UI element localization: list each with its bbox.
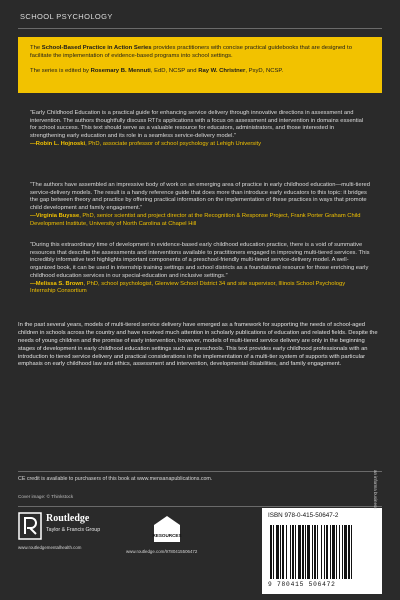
barcode-bar [307, 525, 310, 579]
top-divider [18, 28, 382, 29]
publisher-url: www.routledgementalhealth.com [18, 545, 82, 550]
subject-label: SCHOOL PSYCHOLOGY [20, 12, 113, 21]
series-title: School-Based Practice in Action Series [41, 45, 152, 51]
barcode-bar [344, 525, 347, 579]
resources-badge-icon [150, 512, 184, 546]
barcode-bar [270, 525, 272, 579]
barcode-icon [268, 525, 376, 579]
barcode-bar [314, 525, 316, 579]
barcode-bar [312, 525, 313, 579]
barcode-bar [339, 525, 340, 579]
editor-1: Rosemary B. Mennuti [90, 67, 151, 74]
endorsement-2 [30, 182, 370, 228]
barcode-bar [336, 525, 337, 579]
isbn-text: ISBN 978-0-415-50647-2 [268, 512, 339, 519]
barcode-bar [286, 525, 287, 579]
series-info-box [18, 37, 382, 93]
barcode-bar [280, 525, 281, 579]
barcode-bar [330, 525, 331, 579]
series-description: The School-Based Practice in Action Series provides practitioners with concise practical guidebooks that are designed to facilitate the implementation of evidence-based programs into school settings. [30, 45, 352, 59]
ce-credit-note: CE credit is available to purchasers of this book at www.mensanapublications.com. [18, 476, 213, 482]
book-description: In the past several years, models of multi-tiered service delivery have emerged as a framework for supporting the needs of school-aged children in schools across the country and have received much attention in scholarly publications of education and related fields. Despite the needs of young children and the promise of early intervention, however, models of multi-tiered service delivery are only in the beginning stages of development in early childhood education settings such as preschools. This text provides early childhood professionals with an introduction to tiered service delivery and practical considerations in the implementation of a multi-tier system of supports with particular emphasis on early childhood law and ethics, assessment and intervention, developmental disabilities, and family engagement. [18, 322, 378, 368]
barcode-number: 9 780415 506472 [268, 581, 336, 588]
barcode-bar [298, 525, 301, 579]
barcode-bar [324, 525, 325, 579]
barcode-bar [351, 525, 352, 579]
barcode-bar [317, 525, 318, 579]
publisher-name: Routledge [46, 513, 90, 524]
resources-badge-text: RESOURCES [152, 533, 182, 538]
series-text: provides practitioners with concise practical guidebooks that are designed to facilitate the implementation of evidence-based programs into school settings. [30, 45, 352, 59]
barcode-bar [276, 525, 279, 579]
barcode-bar [290, 525, 291, 579]
cover-image-credit: Cover image: © Thinkstock [18, 494, 74, 499]
barcode-bar [282, 525, 284, 579]
endorsement-attribution: —Robin L. Hojnoski, PhD, associate professor of school psychology at Lehigh University [30, 140, 262, 147]
bottom-divider [18, 506, 382, 507]
barcode-bar [332, 525, 335, 579]
endorsement-quote: “Early Childhood Education is a practical guide for enhancing service delivery through innovative directions in assessment and intervention. The authors thoughtfully discuss RTI’s applications with a focus on assessment and intervention in domains essential for school success. This text should serve as a valuable resource for educators, administrators, and those interested in strengthening early education and its role in a seamless service-delivery model.” [30, 110, 364, 140]
series-editors: The series is edited by Rosemary B. Mennuti, EdD, NCSP and Ray W. Christner, PsyD, NCSP. [30, 67, 284, 74]
barcode-bar [326, 525, 328, 579]
endorsement-quote: “The authors have assembled an impressive body of work on an emerging area of practice in early childhood education—multi-tiered service-delivery models. The result is a handy reference guide that does more than introduce early educators to this topic: it bridges the gap between theory and practice by offering practical information on the implementation of these practices in ways that promote child development and family engagement.” [30, 182, 370, 212]
editor-2: Ray W. Christner [198, 67, 246, 74]
endorsement-quote: “During this extraordinary time of development in evidence-based early childhood education practice, there is a void of summative resources that describe the assessments and interventions available to practitioners engaged in improving multi-tiered services. This incredibly informative text highlights important components of a preschool-friendly multi-tiered service-delivery model. A well-organized book, it can be used in internship training settings and school districts as a foundational resource for those enriching early childhood education services in our special-education and inclusive settings.” [30, 242, 370, 279]
routledge-logo-icon [18, 512, 42, 540]
barcode-bar [305, 525, 306, 579]
barcode-bar [348, 525, 350, 579]
barcode-bar [292, 525, 294, 579]
barcode-bar [273, 525, 274, 579]
endorsement-attribution: —Virginia Buysse, PhD, senior scientist and project director at the Recognition & Response Project, Frank Porter Graham Child Development Institute, University of North Carolina at Chapel Hill [30, 212, 361, 227]
resources-url: www.routledge.com/9780415506472 [126, 549, 198, 554]
endorsement-attribution: —Melissa S. Brown, PhD, school psychologist, Glenview School District 34 and site supervisor, Illinois School Psychology Internship Consortium [30, 280, 346, 295]
endorsement-3 [30, 242, 370, 296]
barcode-bar [342, 525, 343, 579]
middle-divider [18, 471, 382, 472]
publisher-group: Taylor & Francis Group [46, 527, 101, 533]
barcode-bar [302, 525, 304, 579]
informa-business-text: an informa business [373, 470, 378, 510]
endorsement-1 [30, 110, 370, 149]
barcode-bar [321, 525, 322, 579]
barcode-bar [295, 525, 296, 579]
